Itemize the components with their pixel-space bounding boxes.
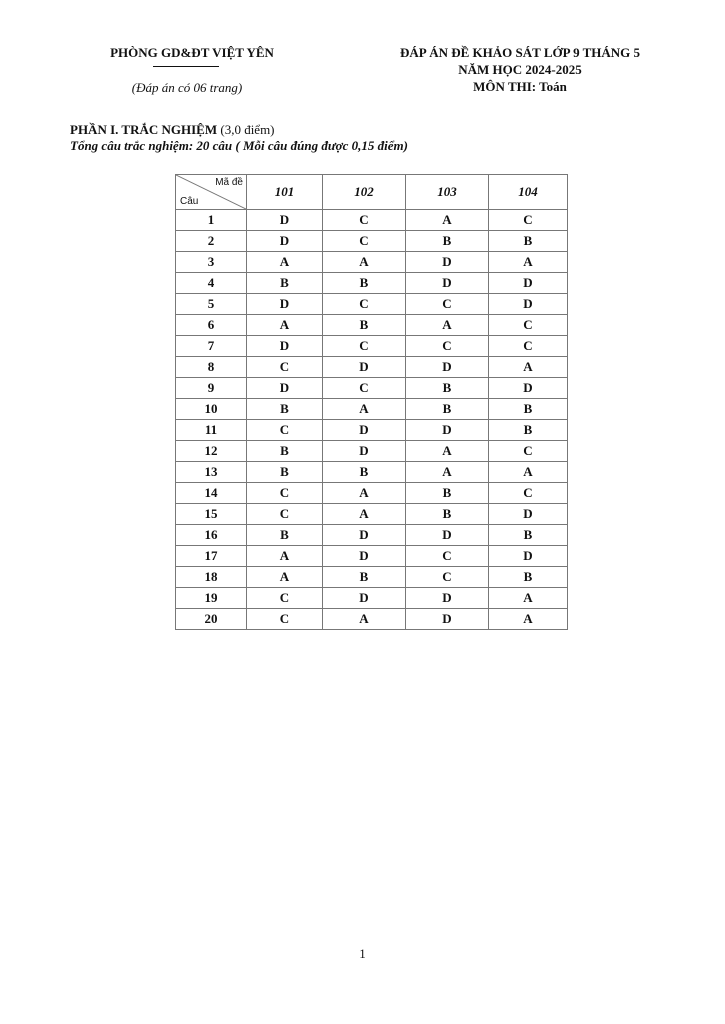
answer-cell: A (323, 483, 406, 504)
exam-title-block (370, 44, 670, 95)
answer-cell: A (406, 462, 489, 483)
answer-cell: D (406, 609, 489, 630)
answer-cell: B (323, 567, 406, 588)
answer-cell: D (247, 210, 323, 231)
answer-cell: D (406, 588, 489, 609)
table-header-row (176, 175, 568, 210)
table-row (176, 483, 568, 504)
answer-cell: D (406, 357, 489, 378)
table-row (176, 441, 568, 462)
question-number-cell: 13 (176, 462, 247, 483)
exam-title: ĐÁP ÁN ĐỀ KHẢO SÁT LỚP 9 THÁNG 5 (399, 45, 641, 60)
answer-cell: B (489, 399, 568, 420)
answer-cell: B (323, 462, 406, 483)
answer-cell: C (247, 420, 323, 441)
table-row (176, 546, 568, 567)
section-title: PHẦN I. TRẮC NGHIỆM (70, 122, 218, 137)
table-row (176, 588, 568, 609)
answer-cell: B (323, 315, 406, 336)
answer-cell: D (406, 420, 489, 441)
table-row (176, 420, 568, 441)
answer-cell: C (406, 567, 489, 588)
answer-cell: A (406, 210, 489, 231)
answer-cell: C (247, 504, 323, 525)
answer-cell: D (247, 336, 323, 357)
answer-cell: B (406, 504, 489, 525)
code-header: 102 (323, 175, 406, 210)
answer-cell: C (323, 294, 406, 315)
answer-cell: C (489, 315, 568, 336)
question-number-cell: 3 (176, 252, 247, 273)
question-number-cell: 18 (176, 567, 247, 588)
table-row (176, 609, 568, 630)
answer-cell: D (406, 525, 489, 546)
subject: MÔN THI: Toán (473, 79, 567, 94)
table-row (176, 336, 568, 357)
answer-cell: B (323, 273, 406, 294)
question-number-cell: 1 (176, 210, 247, 231)
code-header: 104 (489, 175, 568, 210)
question-number-cell: 16 (176, 525, 247, 546)
question-number-cell: 14 (176, 483, 247, 504)
answer-cell: D (323, 588, 406, 609)
page-number: 1 (359, 946, 366, 961)
answer-cell: D (489, 504, 568, 525)
table-row (176, 567, 568, 588)
answer-cell: B (247, 399, 323, 420)
answer-cell: B (247, 441, 323, 462)
question-number-cell: 8 (176, 357, 247, 378)
corner-question-label: Câu (180, 196, 199, 207)
answer-cell: D (489, 546, 568, 567)
answer-cell: A (323, 504, 406, 525)
table-row (176, 210, 568, 231)
answer-cell: A (406, 441, 489, 462)
answer-cell: C (489, 210, 568, 231)
answer-cell: B (406, 399, 489, 420)
answer-cell: D (406, 273, 489, 294)
answer-cell: A (323, 252, 406, 273)
table-row (176, 525, 568, 546)
question-number-cell: 4 (176, 273, 247, 294)
answer-cell: A (247, 546, 323, 567)
question-number-cell: 7 (176, 336, 247, 357)
answer-cell: D (323, 441, 406, 462)
answer-cell: D (323, 420, 406, 441)
answer-cell: B (489, 567, 568, 588)
table-row (176, 273, 568, 294)
answer-cell: D (489, 378, 568, 399)
answer-cell: C (247, 609, 323, 630)
answer-cell: D (323, 546, 406, 567)
table-row (176, 315, 568, 336)
answer-cell: B (406, 378, 489, 399)
answer-cell: C (323, 336, 406, 357)
question-number-cell: 17 (176, 546, 247, 567)
page-count-note: (Đáp án có 06 trang) (131, 80, 243, 95)
table-row (176, 231, 568, 252)
school-year: NĂM HỌC 2024-2025 (458, 62, 582, 77)
question-number-cell: 6 (176, 315, 247, 336)
answer-cell: A (489, 588, 568, 609)
question-number-cell: 20 (176, 609, 247, 630)
answer-cell: A (323, 399, 406, 420)
answer-cell: C (323, 210, 406, 231)
code-header: 101 (247, 175, 323, 210)
answer-cell: D (323, 357, 406, 378)
answer-cell: C (489, 483, 568, 504)
answer-cell: A (247, 567, 323, 588)
answer-cell: D (323, 525, 406, 546)
answer-cell: B (247, 462, 323, 483)
question-number-cell: 10 (176, 399, 247, 420)
answer-cell: A (489, 252, 568, 273)
department-name: PHÒNG GD&ĐT VIỆT YÊN (110, 45, 274, 60)
section-note: Tổng câu trắc nghiệm: 20 câu ( Mỗi câu đúng được 0,15 điểm) (70, 138, 408, 153)
answer-cell: A (247, 315, 323, 336)
table-row (176, 252, 568, 273)
answer-key-table (175, 174, 568, 630)
section-heading (70, 122, 275, 138)
answer-cell: C (489, 336, 568, 357)
answer-cell: A (247, 252, 323, 273)
table-row (176, 294, 568, 315)
question-number-cell: 12 (176, 441, 247, 462)
answer-cell: B (406, 483, 489, 504)
answer-cell: B (489, 231, 568, 252)
answer-cell: C (323, 231, 406, 252)
answer-cell: B (247, 525, 323, 546)
answer-cell: C (489, 441, 568, 462)
answer-cell: A (323, 609, 406, 630)
answer-cell: C (406, 294, 489, 315)
answer-cell: B (406, 231, 489, 252)
answer-cell: C (323, 378, 406, 399)
answer-cell: A (406, 315, 489, 336)
answer-cell: B (489, 420, 568, 441)
corner-cell (176, 175, 247, 210)
answer-cell: A (489, 357, 568, 378)
table-row (176, 357, 568, 378)
question-number-cell: 5 (176, 294, 247, 315)
answer-cell: C (406, 546, 489, 567)
table-row (176, 399, 568, 420)
answer-table-body (176, 210, 568, 630)
answer-cell: C (406, 336, 489, 357)
answer-cell: D (247, 294, 323, 315)
answer-cell: D (406, 252, 489, 273)
answer-cell: C (247, 588, 323, 609)
question-number-cell: 15 (176, 504, 247, 525)
answer-cell: A (489, 609, 568, 630)
answer-cell: B (247, 273, 323, 294)
question-number-cell: 9 (176, 378, 247, 399)
code-header: 103 (406, 175, 489, 210)
question-number-cell: 19 (176, 588, 247, 609)
answer-cell: C (247, 357, 323, 378)
answer-cell: D (489, 294, 568, 315)
answer-cell: D (489, 273, 568, 294)
table-row (176, 378, 568, 399)
question-number-cell: 2 (176, 231, 247, 252)
table-row (176, 462, 568, 483)
section-score: (3,0 điểm) (220, 122, 275, 137)
question-number-cell: 11 (176, 420, 247, 441)
table-row (176, 504, 568, 525)
corner-code-label: Mã đề (215, 177, 243, 188)
answer-cell: D (247, 378, 323, 399)
answer-cell: A (489, 462, 568, 483)
answer-cell: D (247, 231, 323, 252)
header-underline (153, 66, 219, 67)
answer-cell: B (489, 525, 568, 546)
answer-cell: C (247, 483, 323, 504)
